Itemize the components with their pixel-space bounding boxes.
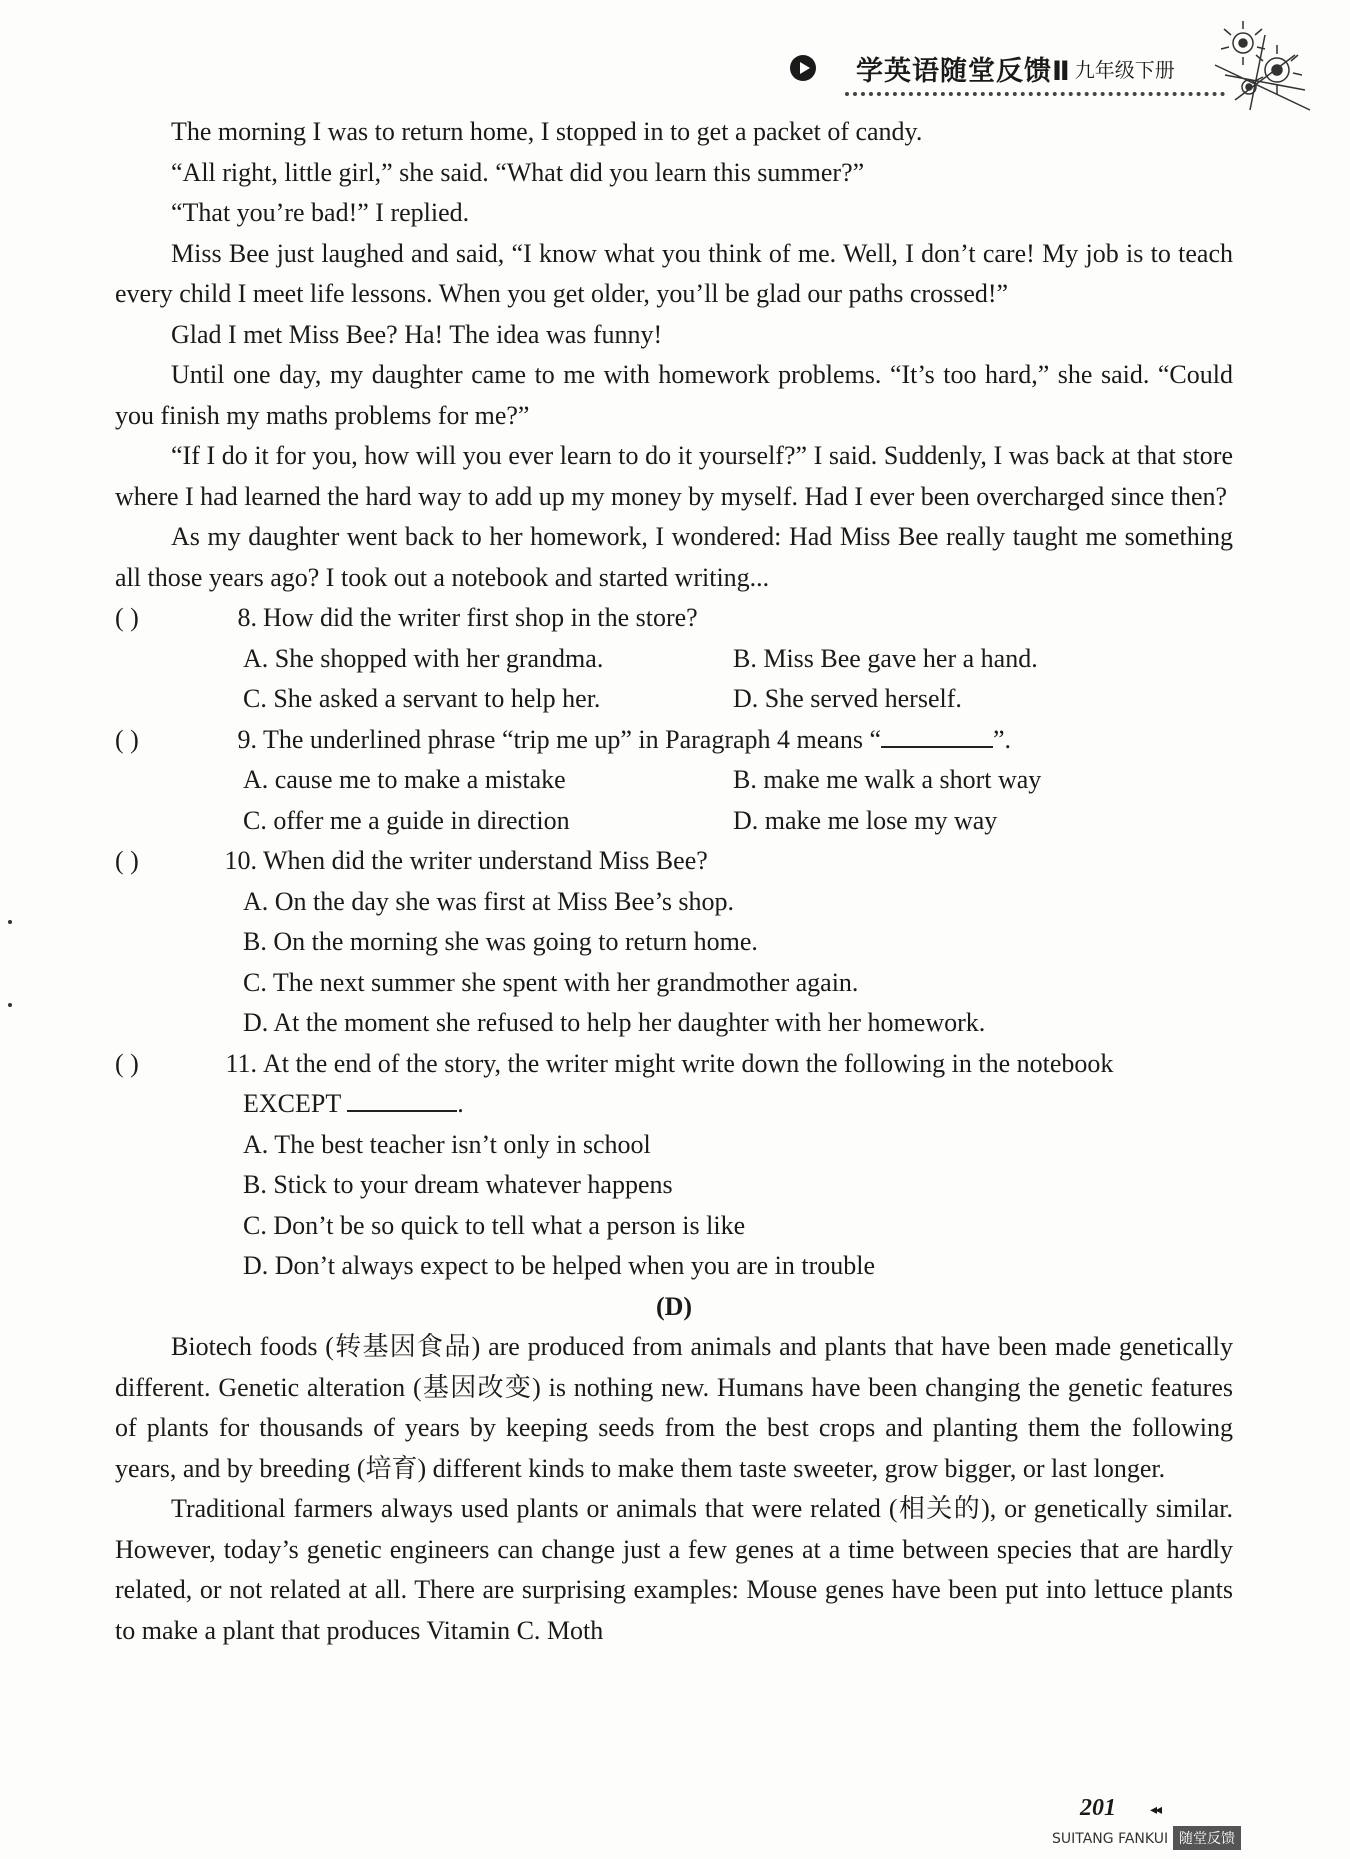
paragraph: Miss Bee just laughed and said, “I know what you think of me. Well, I don’t care! My job is to teach every child I meet life lessons. When you get older, you’ll be glad our paths crossed!” — [115, 238, 1233, 308]
option-b: B. make me walk a short way — [733, 765, 1042, 794]
book-subtitle: 九年级下册 — [1074, 57, 1175, 82]
fill-blank[interactable] — [881, 720, 993, 748]
paragraph: Biotech foods (转基因食品) are produced from animals and plants that have been made genetically different. Genetic alteration (基因改变) is nothing new. Humans have been changing the genetic features of plants for thousands of years by keeping seeds from the best crops and planting them the following years, and by breeding (培育) different kinds to make them taste sweeter, grow bigger, or last longer. — [115, 1332, 1233, 1483]
option-d: D. She served herself. — [733, 684, 962, 713]
question-stem-end: ”. — [993, 724, 1012, 754]
answer-bracket[interactable]: ( ) — [115, 1048, 139, 1078]
question-11 — [115, 1044, 1233, 1085]
paragraph: Until one day, my daughter came to me with homework problems. “It’s too hard,” she said. “Could you finish my maths problems for me?” — [115, 360, 1233, 430]
question-9 — [115, 720, 1233, 761]
question-stem: When did the writer understand Miss Bee? — [263, 846, 708, 875]
question-stem: At the end of the story, the writer might write down the following in the notebook — [263, 1048, 1114, 1078]
question-stem-text: The underlined phrase “trip me up” in Paragraph 4 means “ — [263, 724, 881, 754]
paragraph: “That you’re bad!” I replied. — [171, 198, 470, 227]
paragraph: Glad I met Miss Bee? Ha! The idea was funny! — [171, 319, 663, 349]
question-stem: How did the writer first shop in the store? — [263, 603, 698, 632]
section-heading: (D) — [655, 1291, 693, 1321]
question-stem-except: EXCEPT — [243, 1089, 341, 1118]
option-b: B. On the morning she was going to return home. — [243, 927, 758, 956]
footer-brand-en: SUITANG FANKUI — [1052, 1831, 1169, 1847]
option-a: A. On the day she was first at Miss Bee’s shop. — [243, 886, 735, 916]
question-11-stem-line2 — [115, 1084, 1233, 1125]
paragraph: “If I do it for you, how will you ever learn to do it yourself?” I said. Suddenly, I was back at that store where I had learned the hard way to add up my money by myself. Had I ever been overcharged since then? — [115, 441, 1233, 511]
question-number: 11. — [225, 1048, 257, 1078]
option-b: B. Miss Bee gave her a hand. — [733, 643, 1038, 673]
question-number: 9. — [237, 724, 257, 754]
question-stem — [263, 720, 1011, 761]
book-title: 学英语随堂反馈Ⅱ — [856, 55, 1071, 87]
play-icon — [790, 55, 816, 81]
option-c: C. Don’t be so quick to tell what a person is like — [243, 1210, 746, 1240]
question-8-options — [115, 639, 1233, 720]
option-d: D. At the moment she refused to help her daughter with her homework. — [243, 1008, 986, 1037]
option-a: A. She shopped with her grandma. — [243, 643, 604, 673]
question-number: 10. — [224, 846, 257, 875]
fill-blank[interactable] — [347, 1084, 457, 1112]
option-d: D. Don’t always expect to be helped when you are in trouble — [243, 1251, 875, 1280]
option-c: C. offer me a guide in direction — [243, 805, 570, 835]
page-header — [790, 48, 1175, 88]
question-8 — [115, 598, 1233, 639]
question-9-options — [115, 760, 1233, 841]
double-arrow-left-icon: ◂◂ — [1150, 1803, 1161, 1818]
flower-decoration-icon — [1205, 15, 1315, 125]
question-stem-end: . — [457, 1089, 464, 1118]
option-a: A. cause me to make a mistake — [243, 765, 566, 794]
header-dotted-rule — [845, 92, 1225, 96]
option-a: A. The best teacher isn’t only in school — [243, 1129, 651, 1159]
paragraph: As my daughter went back to her homework, I wondered: Had Miss Bee really taught me something all those years ago? I took out a notebook and started writing... — [115, 522, 1233, 592]
option-c: C. The next summer she spent with her grandmother again. — [243, 967, 859, 997]
question-10 — [115, 841, 1233, 882]
page-number: 201 — [1080, 1795, 1116, 1821]
option-b: B. Stick to your dream whatever happens — [243, 1170, 673, 1199]
footer-brand-badge: 随堂反馈 — [1173, 1826, 1241, 1850]
question-11-options — [115, 1125, 1233, 1287]
answer-bracket[interactable]: ( ) — [115, 724, 139, 754]
answer-bracket[interactable]: ( ) — [115, 603, 139, 632]
option-c: C. She asked a servant to help her. — [243, 684, 601, 713]
paragraph: Traditional farmers always used plants or animals that were related (相关的), or genetically similar. However, today’s genetic engineers can change just a few genes at a time between species that are hardly related, or not related at all. There are surprising examples: Mouse genes have been put into lettuce plants to make a plant that produces Vitamin C. Moth — [115, 1494, 1233, 1645]
paragraph: The morning I was to return home, I stopped in to get a packet of candy. — [171, 117, 923, 146]
question-10-options — [115, 882, 1233, 1044]
question-number: 8. — [237, 603, 257, 632]
scan-mark — [8, 920, 12, 924]
scan-mark — [8, 1003, 12, 1007]
answer-bracket[interactable]: ( ) — [115, 846, 139, 875]
paragraph: “All right, little girl,” she said. “What did you learn this summer?” — [171, 157, 865, 187]
passage-c-continued — [115, 112, 1233, 1651]
option-d: D. make me lose my way — [733, 805, 998, 835]
